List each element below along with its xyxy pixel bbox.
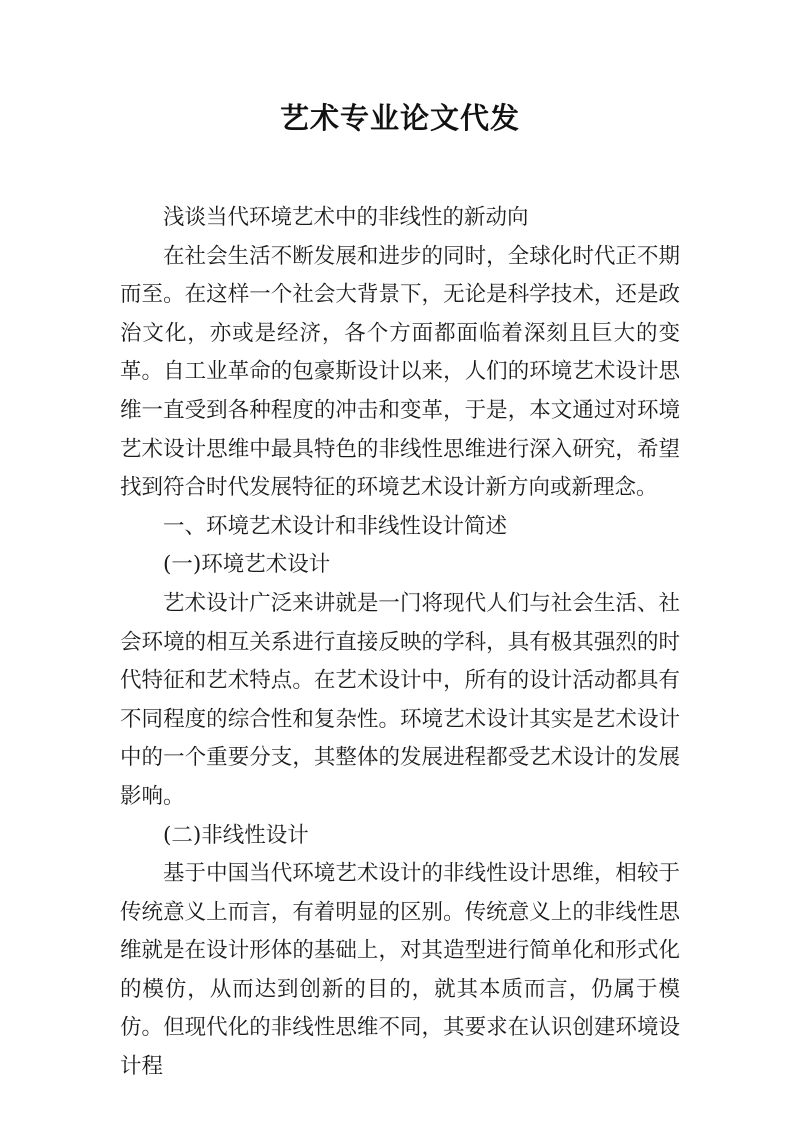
paragraph-environment-art-design: 艺术设计广泛来讲就是一门将现代人们与社会生活、社会环境的相互关系进行直接反映的学科，具有极其强烈的时代特征和艺术特点。在艺术设计中，所有的设计活动都具有不同程度的综合性和复杂性。环境艺术设计其实是艺术设计中的一个重要分支，其整体的发展进程都受艺术设计的发展影响。 [120,590,680,809]
paragraph-intro: 在社会生活不断发展和进步的同时，全球化时代正不期而至。在这样一个社会大背景下，无论是科学技术，还是政治文化，亦或是经济，各个方面都面临着深刻且巨大的变革。自工业革命的包豪斯设计以来，人们的环境艺术设计思维一直受到各种程度的冲击和变革，于是，本文通过对环境艺术设计思维中最具特色的非线性思维进行深入研究，希望找到符合时代发展特征的环境艺术设计新方向或新理念。 [120,243,680,501]
article-heading: 浅谈当代环境艺术中的非线性的新动向 [163,205,529,230]
document-body [120,199,680,1087]
paragraph-nonlinear-design: 基于中国当代环境艺术设计的非线性设计思维，相较于传统意义上而言，有着明显的区别。传统意义上的非线性思维就是在设计形体的基础上，对其造型进行简单化和形式化的模仿，从而达到创新的目的，就其本质而言，仍属于模仿。但现代化的非线性思维不同，其要求在认识创建环境设计程 [120,861,680,1080]
subsection-heading-1: (一)环境艺术设计 [163,552,331,578]
subsection-heading-2: (二)非线性设计 [163,822,309,848]
section-heading-1: 一、环境艺术设计和非线性设计简述 [163,513,508,539]
document-title: 艺术专业论文代发 [279,101,520,135]
